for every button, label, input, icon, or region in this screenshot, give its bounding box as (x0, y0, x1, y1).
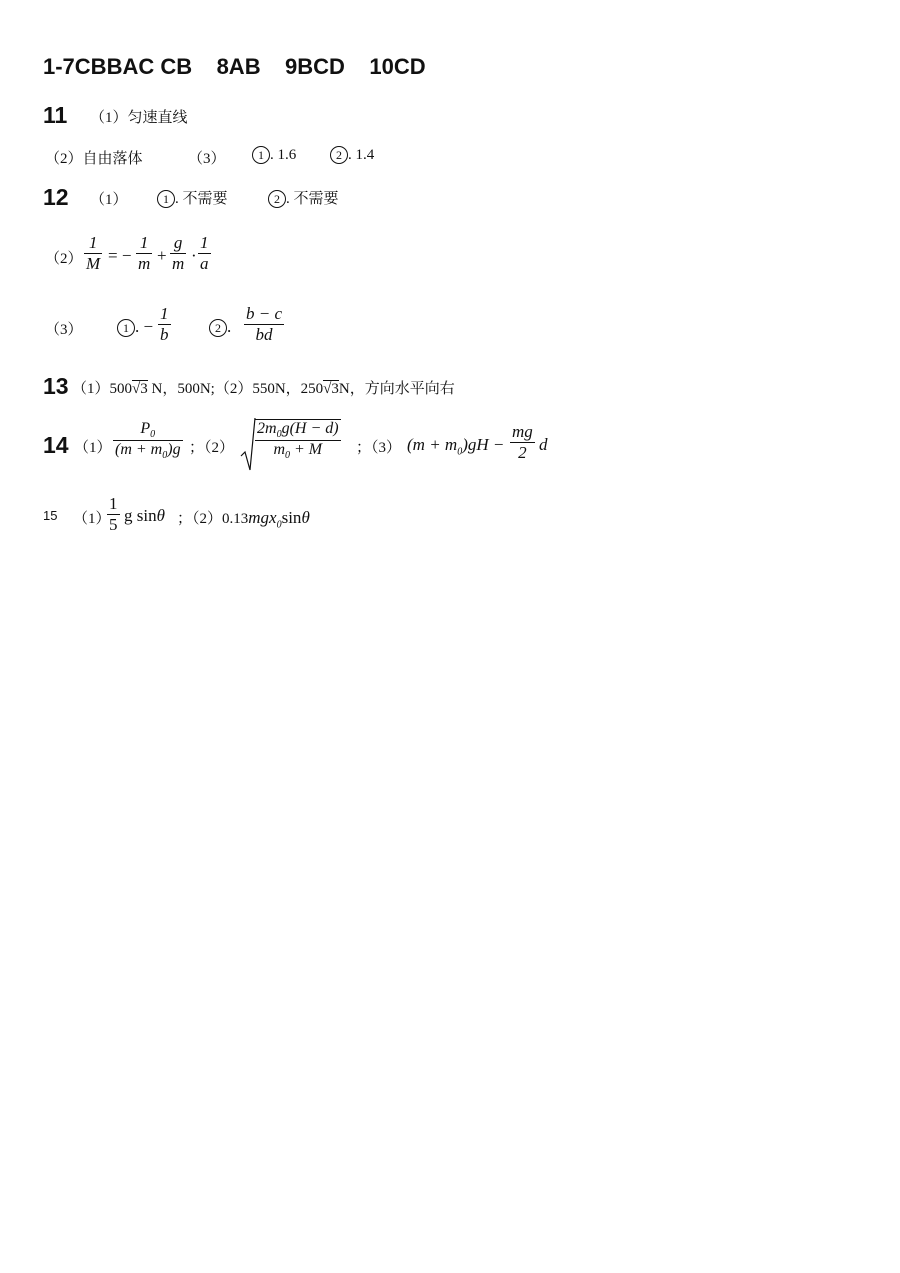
q15-part1-formula: 1 5 (109, 494, 118, 534)
circled-one-icon: 1 (252, 146, 270, 164)
circled-two-icon: 2 (268, 190, 286, 208)
q11-part3-label: （3） (188, 151, 226, 167)
q11-answer-1: 1 . 1.6 (252, 146, 296, 164)
mc-answers: 1-7CBBAC CB 8AB 9BCD 10CD (43, 54, 426, 79)
q11-answer-2: 2 . 1.4 (330, 146, 374, 164)
q15-part1-label: （1） (73, 511, 111, 527)
q14-part3-label: ；（3） (356, 440, 402, 456)
q12-part2-label: （2） (45, 251, 83, 267)
circled-one-icon: 1 (117, 319, 135, 337)
q14-part1-formula: $P_0$ $(m + m_0)g$ (115, 420, 181, 462)
q15-part2: ；（2）0.13mgx$_0$sinθ (177, 508, 310, 531)
circled-two-icon: 2 (209, 319, 227, 337)
circled-two-icon: 2 (330, 146, 348, 164)
q11-number: 11 (43, 102, 68, 128)
q15-number: 15 (43, 508, 58, 523)
q12-part3-label: （3） (45, 322, 83, 338)
q12-answer-2: 2 . 不需要 (268, 187, 339, 208)
q14-part2-label: ；（2） (189, 440, 235, 456)
q12-part1-label: （1） (90, 192, 128, 208)
q11-part1: （1）匀速直线 (90, 110, 188, 126)
q12-number: 12 (43, 184, 69, 210)
q14-number: 14 (43, 432, 69, 458)
q11-part2: （2）自由落体 (45, 151, 143, 167)
q12-answer-1: 1 . 不需要 (157, 187, 228, 208)
circled-one-icon: 1 (157, 190, 175, 208)
q13-number: 13 (43, 373, 69, 399)
q15-part1-tail: g sinθ (124, 506, 165, 525)
q14-part1-label: （1） (74, 440, 112, 456)
sqrt-3: √3 (132, 381, 148, 397)
q13-answer: （1）500√3 N，500N;（2）550N，250√3N，方向水平向右 (72, 381, 455, 397)
